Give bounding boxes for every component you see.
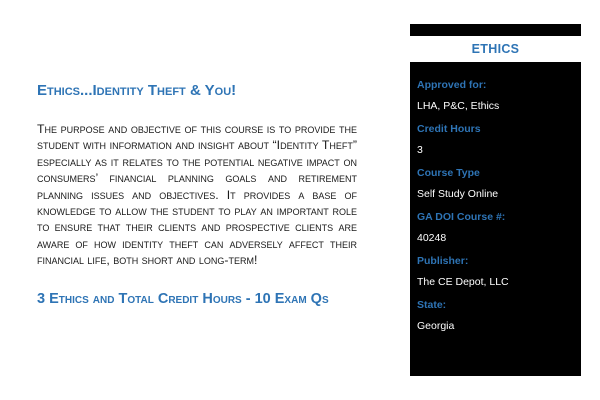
field-label: Course Type (417, 167, 480, 179)
field-value: Self Study Online (417, 188, 499, 200)
field-value: The CE Depot, LLC (417, 276, 509, 288)
field-value: Georgia (417, 320, 455, 332)
course-title: Ethics...Identity Theft & You! (37, 82, 237, 99)
field-course-type (417, 167, 581, 201)
field-label: Approved for: (417, 79, 487, 91)
field-value: 3 (417, 144, 423, 156)
field-publisher (417, 255, 581, 289)
field-value: LHA, P&C, Ethics (417, 100, 500, 112)
field-credit-hours (417, 123, 581, 157)
course-info-panel (410, 62, 581, 376)
field-label: State: (417, 299, 447, 311)
field-state (417, 299, 581, 333)
field-ga-doi-course (417, 211, 581, 245)
course-description: The purpose and objective of this course is to provide the student with information and insight about “Identity Theft” especially as it relates to the potential negative impact on consumers’ financial planning goals and retirement planning issues and objectives. It provides a base of knowledge to allow the student to play an important role to ensure that their clients and prospective clients are aware of how identity theft can adversely affect their financial life, both short and long-term! (37, 122, 357, 268)
field-approved-for (417, 79, 581, 113)
sidebar-top-bar (410, 24, 581, 36)
field-value: 40248 (417, 232, 447, 244)
field-label: Credit Hours (417, 123, 481, 135)
field-label: GA DOI Course #: (417, 211, 506, 223)
course-main-content (37, 82, 357, 307)
sidebar-header (410, 36, 581, 62)
field-label: Publisher: (417, 255, 469, 267)
sidebar-heading: ETHICS (471, 42, 520, 56)
credits-summary: 3 Ethics and Total Credit Hours - 10 Exam Qs (37, 290, 329, 307)
